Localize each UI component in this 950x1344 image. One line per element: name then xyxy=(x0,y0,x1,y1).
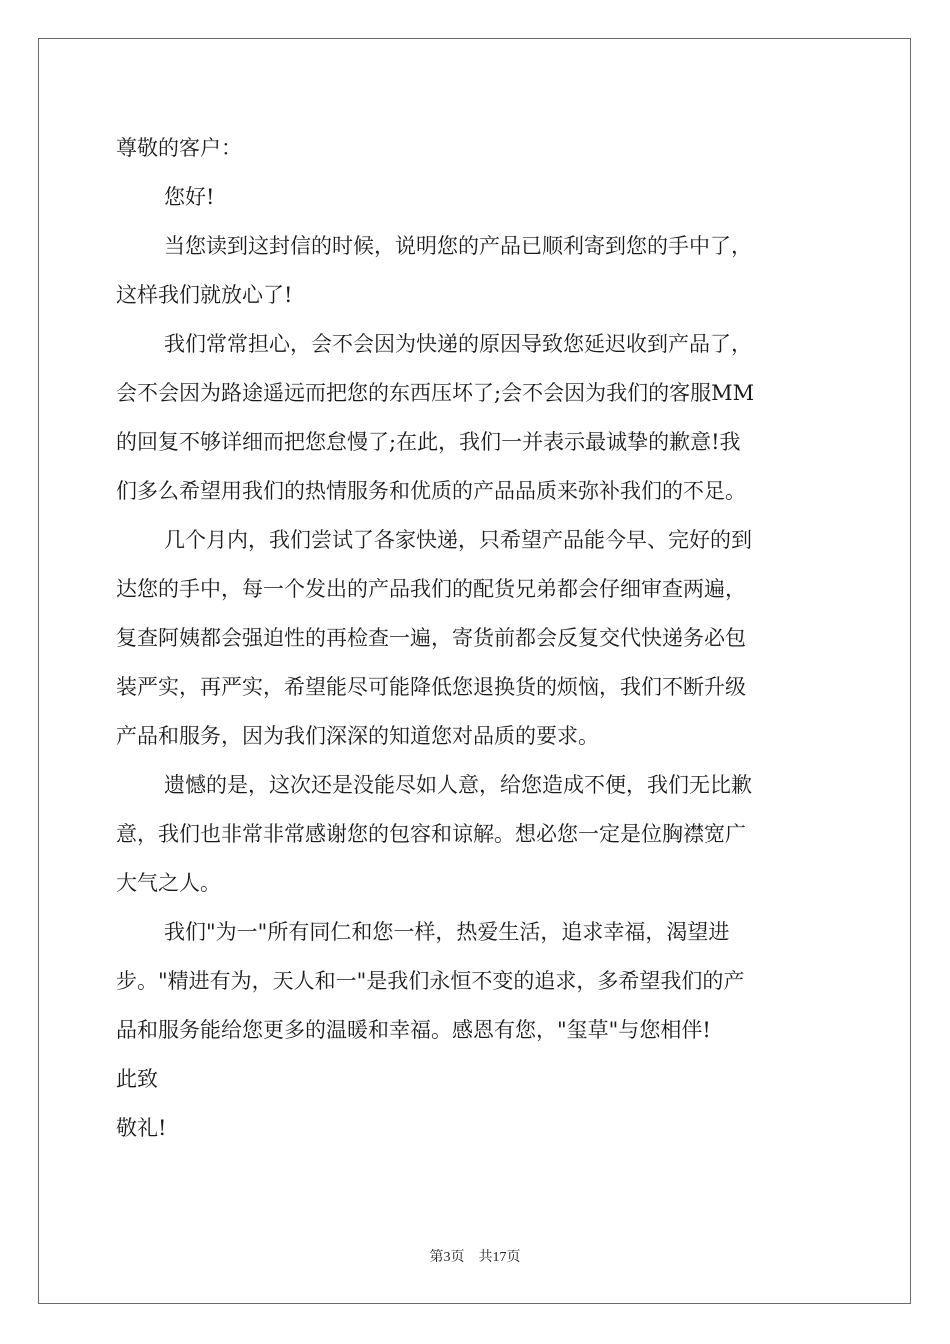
page-number: 第3页 xyxy=(429,1250,465,1265)
paragraph-4-line-1: 遗憾的是，这次还是没能尽如人意，给您造成不便，我们无比歉 xyxy=(164,773,752,797)
paragraph-5-line-3: 品和服务能给您更多的温暖和幸福。感恩有您，"玺草"与您相伴! xyxy=(116,1018,711,1042)
paragraph-3-line-3: 复查阿姨都会强迫性的再检查一遍，寄货前都会反复交代快递务必包 xyxy=(116,626,746,650)
paragraph-3-line-4: 装严实，再严实，希望能尽可能降低您退换货的烦恼，我们不断升级 xyxy=(116,675,746,699)
paragraph-4-line-3: 大气之人。 xyxy=(116,871,221,895)
paragraph-1-line-1: 当您读到这封信的时候，说明您的产品已顺利寄到您的手中了， xyxy=(164,234,752,258)
paragraph-2-line-2: 会不会因为路途遥远而把您的东西压坏了;会不会因为我们的客服MM xyxy=(116,381,755,405)
paragraph-5-line-2: 步。"精进有为，天人和一"是我们永恒不变的追求，多希望我们的产 xyxy=(116,969,745,993)
paragraph-1-line-2: 这样我们就放心了! xyxy=(116,283,293,307)
page-footer xyxy=(0,1246,950,1266)
letter-closing-1: 此致 xyxy=(116,1067,158,1091)
page-total: 共17页 xyxy=(478,1250,521,1265)
paragraph-2-line-3: 的回复不够详细而把您怠慢了;在此，我们一并表示最诚挚的歉意!我 xyxy=(116,430,741,454)
paragraph-3-line-2: 达您的手中，每一个发出的产品我们的配货兄弟都会仔细审查两遍， xyxy=(116,577,746,601)
paragraph-3-line-5: 产品和服务，因为我们深深的知道您对品质的要求。 xyxy=(116,724,599,748)
paragraph-4-line-2: 意，我们也非常非常感谢您的包容和谅解。想必您一定是位胸襟宽广 xyxy=(116,822,746,846)
paragraph-2-line-4: 们多么希望用我们的热情服务和优质的产品品质来弥补我们的不足。 xyxy=(116,479,746,503)
letter-closing-2: 敬礼! xyxy=(116,1116,167,1140)
letter-greeting: 您好! xyxy=(164,185,215,209)
paragraph-5-line-1: 我们"为一"所有同仁和您一样，热爱生活，追求幸福，渴望进 xyxy=(164,920,730,944)
letter-body xyxy=(116,124,836,1153)
paragraph-2-line-1: 我们常常担心，会不会因为快递的原因导致您延迟收到产品了， xyxy=(164,332,752,356)
letter-salutation: 尊敬的客户： xyxy=(116,136,242,160)
paragraph-3-line-1: 几个月内，我们尝试了各家快递，只希望产品能今早、完好的到 xyxy=(164,528,752,552)
